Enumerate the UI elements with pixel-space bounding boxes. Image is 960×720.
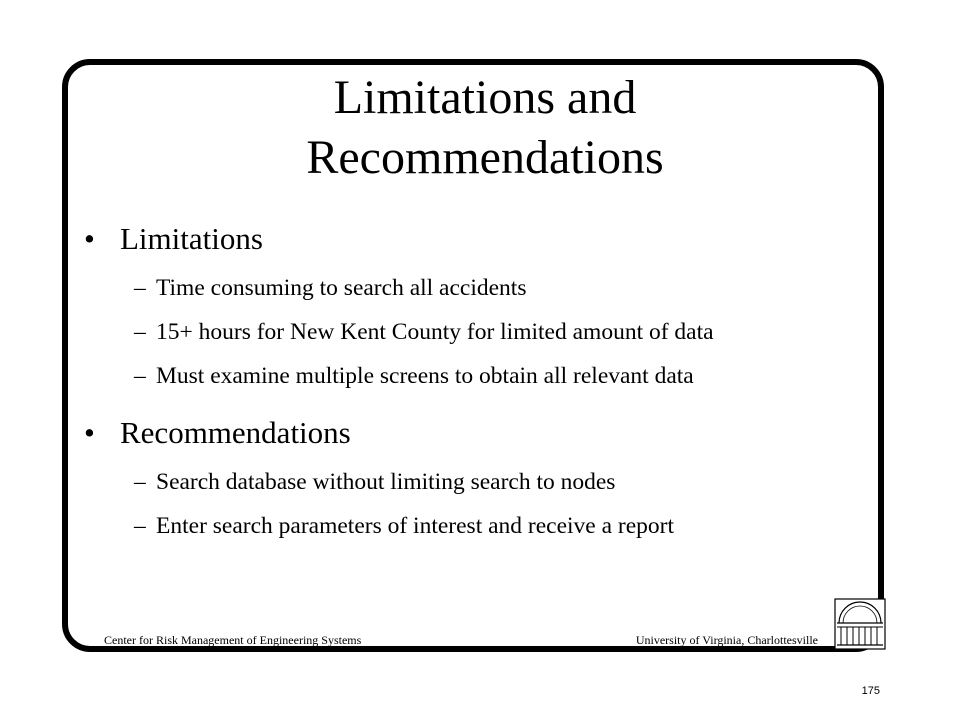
- page-number: 175: [861, 685, 880, 697]
- dash-icon: –: [134, 513, 146, 539]
- slide-content: [84, 220, 874, 542]
- dash-icon: –: [134, 363, 146, 389]
- sub-item: [84, 466, 874, 498]
- dash-icon: –: [134, 469, 146, 495]
- bullet-icon: •: [84, 415, 95, 450]
- sub-item-text: Must examine multiple screens to obtain all relevant data: [156, 363, 694, 389]
- sub-item: [84, 510, 874, 542]
- section-heading-limitations: [84, 220, 874, 258]
- rotunda-icon: [833, 597, 887, 651]
- title-line-2: Recommendations: [306, 131, 664, 184]
- sub-item-text: Time consuming to search all accidents: [156, 275, 527, 301]
- bullet-icon: •: [84, 221, 95, 256]
- sub-item-text: 15+ hours for New Kent County for limited amount of data: [156, 319, 714, 345]
- slide-title: [62, 68, 908, 188]
- footer-organization: Center for Risk Management of Engineering Systems: [104, 633, 362, 647]
- sub-item-text: Enter search parameters of interest and receive a report: [156, 513, 675, 539]
- sub-item: [84, 272, 874, 304]
- dash-icon: –: [134, 319, 146, 345]
- title-line-1: Limitations and: [333, 71, 637, 124]
- sub-item-text: Search database without limiting search to nodes: [156, 469, 616, 495]
- sub-item: [84, 360, 874, 392]
- section-heading-recommendations: [84, 414, 874, 452]
- dash-icon: –: [134, 275, 146, 301]
- footer-university: University of Virginia, Charlottesville: [635, 633, 818, 647]
- section-heading-text: Recommendations: [120, 415, 351, 450]
- section-heading-text: Limitations: [120, 221, 263, 256]
- sub-item: [84, 316, 874, 348]
